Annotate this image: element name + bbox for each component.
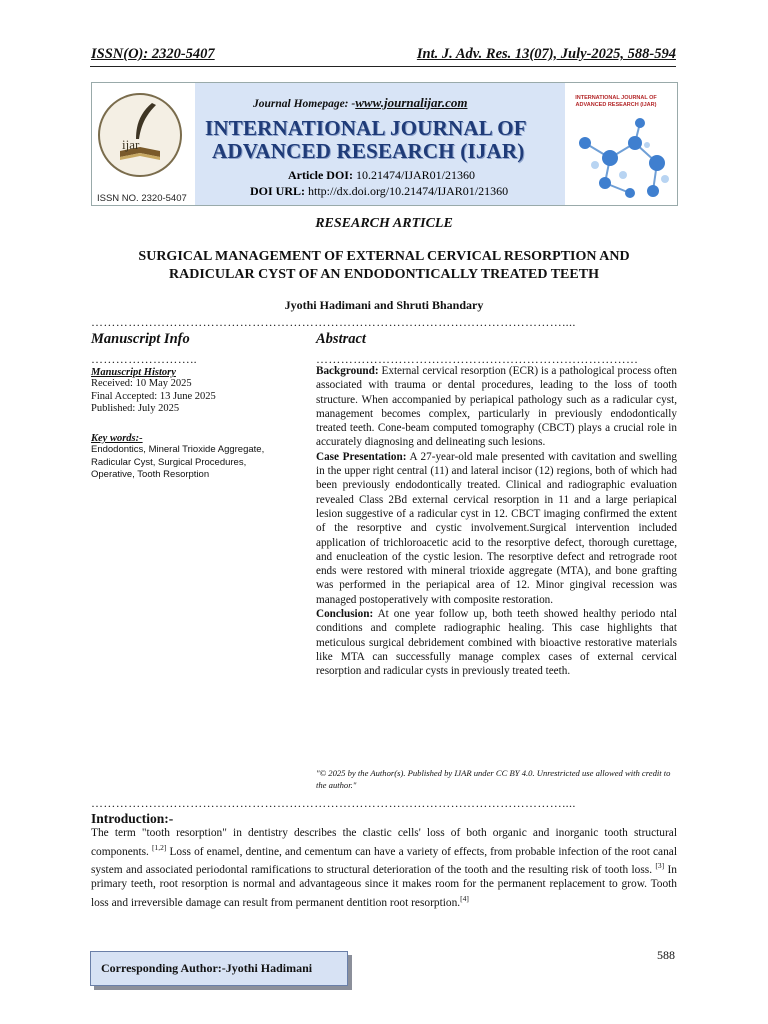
journal-title	[205, 117, 565, 163]
background-text: External cervical resorption (ECR) is a pathological process often associated with trauma or dental procedures, leading to the loss of tooth structure. When accompanied by periapical pathology such as a radicular cyst, management becomes complex, particularly in previously endodontically treated teeth. Cone-beam computed tomography (CBCT) plays a crucial role in accurately diagnosing and delineating such lesions.	[316, 365, 677, 449]
journal-cover	[565, 83, 677, 205]
paper-title	[100, 248, 668, 284]
citation-ref-3[interactable]: [4]	[460, 893, 469, 903]
article-doi	[288, 168, 475, 183]
doi-url-label: DOI URL:	[250, 184, 306, 198]
introduction-body	[91, 826, 677, 910]
doi-url-link[interactable]: http://dx.doi.org/10.21474/IJAR01/21360	[308, 184, 509, 198]
keywords-text: Endodontics, Mineral Trioxide Aggregate, Radicular Cyst, Surgical Procedures, Operative, Tooth Resorption	[91, 444, 265, 480]
case-label: Case Presentation:	[316, 450, 407, 463]
molecule-cover-image	[565, 83, 677, 205]
intro-text-1: The term "tooth resorption" in dentistry describes the clastic cells' loss of both organic and inorganic tooth structural components.	[91, 827, 677, 858]
issn-header: ISSN(O): 2320-5407	[91, 46, 215, 62]
conclusion-label: Conclusion:	[316, 608, 374, 621]
journal-title-line1: INTERNATIONAL JOURNAL OF	[205, 116, 527, 140]
logo-text: ijar	[122, 137, 140, 152]
copyright-notice: "© 2025 by the Author(s). Published by IJAR under CC BY 4.0. Unrestricted use allowed with credit to the author."	[316, 768, 671, 790]
banner-title-panel	[195, 83, 565, 205]
article-doi-value: 10.21474/IJAR01/21360	[355, 168, 475, 182]
quill-book-icon	[100, 95, 180, 175]
abstract-conclusion	[316, 607, 677, 678]
article-doi-label: Article DOI:	[288, 168, 353, 182]
keywords-block	[91, 433, 269, 482]
paper-title-line1: SURGICAL MANAGEMENT OF EXTERNAL CERVICAL RESORPTION AND	[138, 249, 630, 264]
abstract-heading: Abstract	[316, 331, 366, 347]
journal-banner	[91, 82, 678, 206]
paper-title-line2: RADICULAR CYST OF AN ENDODONTICALLY TREATED TEETH	[169, 267, 599, 282]
corresponding-author: Corresponding Author:-Jyothi Hadimani	[101, 961, 313, 975]
accepted-date: Final Accepted: 13 June 2025	[91, 390, 216, 402]
abstract-case	[316, 450, 677, 607]
cover-title: INTERNATIONAL JOURNAL OF ADVANCED RESEARCH (IJAR)	[575, 95, 657, 108]
intro-text-3: In primary teeth, root resorption is normal and advantageous since it makes room for the permanent replacement to grow. Tooth loss and irreversible damage can result from permanent dentition root resorption.	[91, 863, 677, 909]
page-number: 588	[657, 948, 675, 962]
journal-homepage	[253, 95, 467, 111]
divider-right: ……………………………………………………………………	[316, 352, 639, 366]
journal-title-line2: ADVANCED RESEARCH (IJAR)	[212, 139, 525, 163]
history-label: Manuscript History	[91, 367, 176, 378]
introduction-heading: Introduction:-	[91, 811, 174, 826]
ijar-logo	[98, 93, 182, 177]
homepage-link[interactable]: www.journalijar.com	[355, 95, 468, 110]
divider-bottom: ……………………………………………………………………………………………………....	[91, 796, 576, 810]
abstract-body	[316, 364, 677, 679]
background-label: Background:	[316, 365, 379, 377]
logo-issn: ISSN NO. 2320-5407	[97, 193, 187, 204]
case-text: A 27-year-old male presented with cavitation and swelling in the upper right central (11) and lateral incisor (12) regions, both of which had been previously endodontically treated. Clinical and radiographic evaluation revealed Class 2Bd external cervical resorption in 11 and a large periapical lesion suggestive of a radicular cyst in 12. CBCT imaging confirmed the extent of the resorptive and cystic involvement.Surgical intervention included application of trichloroacetic acid to the resorptive defect, thorough curettage, and enucleation of the cystic lesion. The resorptive defect and retrograde root ends were restored with mineral trioxide aggregate (MTA), and bone grafting was performed in the periapical area of 12. Minor gingival recession was managed postoperatively with composite restoration.	[316, 450, 677, 606]
homepage-label: Journal Homepage: -	[253, 98, 356, 110]
article-type: RESEARCH ARTICLE	[315, 216, 453, 231]
banner-logo-panel	[92, 83, 195, 205]
citation-ref-1[interactable]: [1,2]	[152, 842, 167, 852]
divider-top: ……………………………………………………………………………………………………....	[91, 315, 576, 329]
received-date: Received: 10 May 2025	[91, 378, 192, 389]
manuscript-history	[91, 367, 291, 416]
abstract-background	[316, 364, 677, 450]
header-rule	[90, 66, 676, 67]
conclusion-text: At one year follow up, both teeth showed healthy periodo ntal conditions and complete radiographic healing. This case highlights that meticulous surgical debridement combined with bioactive restorative materials like MTA can successfully manage complex cases of external cervical resorption and radicular cysts in previously treated teeth.	[316, 608, 677, 678]
doi-url	[250, 184, 508, 199]
published-date: Published: July 2025	[91, 403, 180, 414]
divider-left: ……………………..	[91, 352, 197, 366]
intro-text-2: Loss of enamel, dentine, and cementum can have a variety of effects, from probable infection of the root canal system and associated periodontal ramifications to structural deterioration of the tooth and the resulting risk of tooth loss.	[91, 845, 677, 876]
citation-ref-2[interactable]: [3]	[655, 860, 665, 870]
keywords-label: Key words:-	[91, 433, 143, 444]
corresponding-author-box	[90, 951, 348, 986]
citation-header: Int. J. Adv. Res. 13(07), July-2025, 588-594	[416, 46, 676, 62]
authors: Jyothi Hadimani and Shruti Bhandary	[284, 298, 484, 312]
manuscript-info-heading: Manuscript Info	[91, 331, 190, 347]
